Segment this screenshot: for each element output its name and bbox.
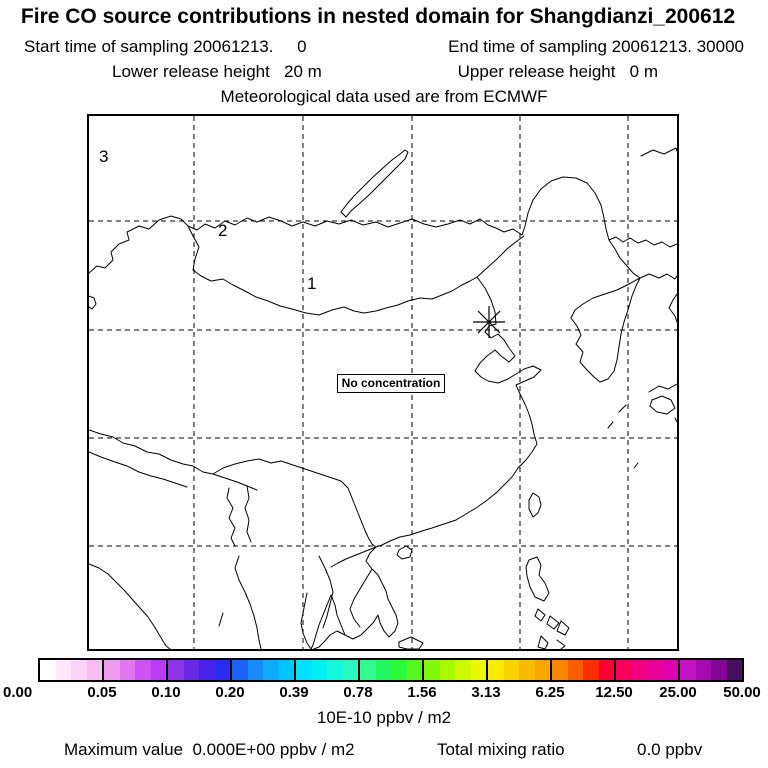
domain-label-1: 1 (307, 274, 317, 293)
colorbar-cell (343, 660, 359, 680)
indochina-coastlines (235, 547, 423, 649)
himalaya-borders (89, 430, 376, 547)
colorbar-tick-labels (0, 684, 768, 700)
colorbar-tick-label: 0.10 (151, 684, 181, 701)
station-marker-icon (473, 306, 505, 338)
colorbar-cell (358, 660, 376, 680)
northeast-coast (609, 148, 677, 322)
colorbar-cell (71, 660, 87, 680)
india-coastline (89, 564, 223, 649)
colorbar-cell (312, 660, 328, 680)
colorbar-cell (471, 660, 487, 680)
colorbar-cell (455, 660, 471, 680)
maximum-value-text: Maximum value 0.000E+00 ppbv / m2 (64, 740, 355, 759)
colorbar-cell (711, 660, 727, 680)
map-plot-area (87, 114, 679, 651)
colorbar-cell (647, 660, 663, 680)
colorbar-cell (678, 660, 696, 680)
colorbar-tick-label: 6.25 (535, 684, 565, 701)
taiwan-island (529, 493, 541, 517)
colorbar-cell (294, 660, 312, 680)
colorbar-cell (135, 660, 151, 680)
lake-baikal (341, 150, 408, 217)
upper-release-text: Upper release height 0 m (457, 62, 658, 81)
summary-stats-line (0, 740, 768, 760)
release-heights-line (0, 62, 768, 82)
colorbar-tick-label: 0.78 (343, 684, 373, 701)
colorbar-tick-label: 25.00 (659, 684, 697, 701)
colorbar-cell (215, 660, 231, 680)
end-time-text: End time of sampling 20061213. 30000 (448, 37, 744, 56)
hainan-island (397, 546, 412, 559)
colorbar-cell (184, 660, 200, 680)
colorbar-legend (38, 658, 744, 682)
colorbar-units (0, 708, 768, 728)
colorbar-units-text: 10E-10 ppbv / m2 (316, 708, 452, 727)
total-mixing-ratio-value: 0.0 ppbv (637, 740, 703, 759)
page-title (0, 5, 768, 29)
colorbar-cell (663, 660, 679, 680)
misc-features (89, 296, 96, 309)
colorbar-tick-label: 0.00 (3, 684, 33, 701)
page-title-text: Fire CO source contributions in nested domain for Shangdianzi_200612 (20, 5, 736, 28)
mongolia-border (188, 226, 524, 326)
colorbar-tick-label: 0.05 (87, 684, 117, 701)
colorbar-cell (376, 660, 392, 680)
colorbar-cell (568, 660, 584, 680)
colorbar-tick-label: 12.50 (595, 684, 633, 701)
colorbar-cell (727, 660, 743, 680)
domain-label-3: 3 (99, 147, 109, 166)
met-data-text: Meteorological data used are from ECMWF (220, 87, 548, 106)
colorbar-cell (199, 660, 215, 680)
sampling-times-line (0, 37, 768, 57)
colorbar-cell (550, 660, 568, 680)
colorbar-cell (440, 660, 456, 680)
colorbar-cell (263, 660, 279, 680)
colorbar-cell (614, 660, 632, 680)
met-data-line (0, 87, 768, 107)
colorbar-cell (230, 660, 248, 680)
colorbar-cell (102, 660, 120, 680)
colorbar-cell (583, 660, 599, 680)
colorbar-tick-label: 0.39 (279, 684, 309, 701)
colorbar-cell (327, 660, 343, 680)
colorbar-cell (599, 660, 615, 680)
total-mixing-ratio-label: Total mixing ratio (437, 740, 565, 759)
colorbar-cell (696, 660, 712, 680)
colorbar-cell (87, 660, 103, 680)
colorbar-cell (56, 660, 72, 680)
no-concentration-badge: No concentration (337, 374, 445, 393)
colorbar-cell (632, 660, 648, 680)
colorbar-tick-label: 0.20 (215, 684, 245, 701)
domain-label-2: 2 (218, 221, 228, 240)
colorbar-cell (504, 660, 520, 680)
colorbar-cell (519, 660, 535, 680)
colorbar-cell (486, 660, 504, 680)
colorbar-cell (422, 660, 440, 680)
china-coastline (376, 326, 541, 547)
colorbar-tick-label: 1.56 (407, 684, 437, 701)
colorbar-tick-label: 50.00 (723, 684, 761, 701)
japan-islands (608, 384, 677, 468)
colorbar-cell (166, 660, 184, 680)
colorbar-cell (40, 660, 56, 680)
colorbar-cell (248, 660, 264, 680)
colorbar-cell (120, 660, 136, 680)
colorbar-cell (535, 660, 551, 680)
colorbar-cell (391, 660, 407, 680)
philippines-islands (526, 557, 569, 649)
colorbar-cell (151, 660, 167, 680)
colorbar-cell (279, 660, 295, 680)
colorbar-cell (407, 660, 423, 680)
northern-borders (89, 177, 677, 273)
start-time-text: Start time of sampling 20061213. 0 (24, 37, 307, 56)
colorbar-tick-label: 3.13 (471, 684, 501, 701)
lower-release-text: Lower release height 20 m (112, 62, 322, 81)
